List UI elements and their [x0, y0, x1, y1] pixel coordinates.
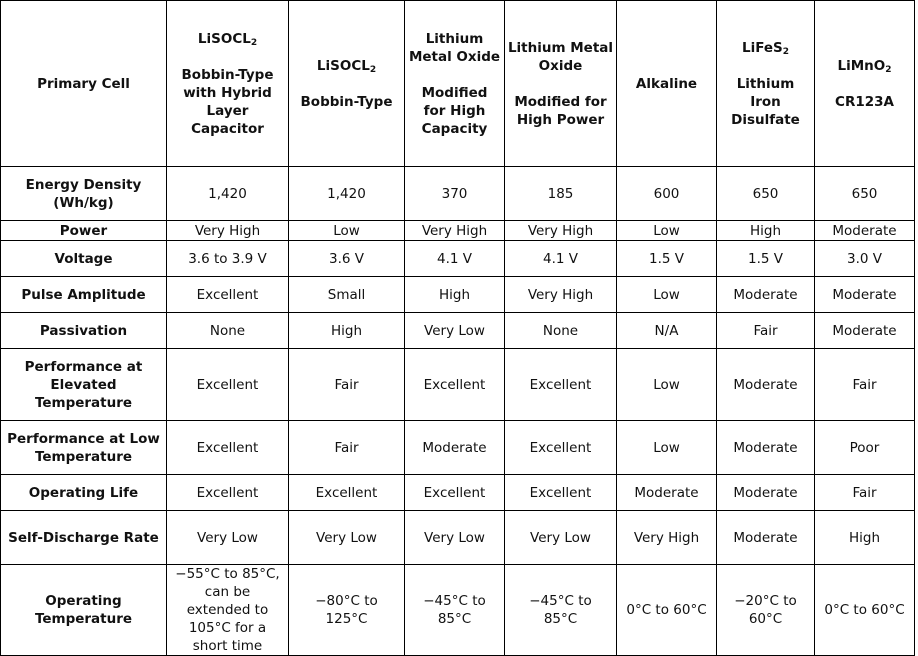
column-header: [505, 1, 617, 167]
cell-text: Excellent: [423, 484, 486, 501]
row-label-text: Performance at: [24, 358, 143, 375]
table-cell: [717, 565, 815, 656]
table-cell: [289, 167, 405, 221]
corner-header: [1, 1, 167, 167]
cell-text: High: [438, 286, 471, 303]
cell-text: 1.5 V: [748, 250, 783, 267]
cell-text: High: [330, 322, 363, 339]
table-cell: [815, 565, 915, 656]
cell-text: Very High: [194, 222, 261, 239]
column-description: with Hybrid: [183, 84, 272, 101]
table-cell: [617, 221, 717, 241]
cell-text: 4.1 V: [437, 250, 472, 267]
cell-text: N/A: [654, 322, 679, 339]
table-cell: [167, 241, 289, 277]
table-cell: [505, 565, 617, 656]
cell-text: Moderate: [733, 484, 798, 501]
table-cell: [289, 241, 405, 277]
row-label-text: Operating Life: [28, 484, 139, 501]
table-cell: [405, 349, 505, 421]
cell-text: Very Low: [530, 529, 591, 546]
table-cell: [167, 421, 289, 475]
table-cell: [717, 167, 815, 221]
table-cell: [815, 241, 915, 277]
column-description: Bobbin-Type: [181, 66, 274, 83]
table-row: [1, 277, 915, 313]
row-label-text: Performance at Low: [7, 430, 160, 447]
cell-text: 600: [653, 185, 680, 202]
cell-text: Poor: [849, 439, 880, 456]
table-cell: [815, 277, 915, 313]
row-label-text: Voltage: [54, 250, 113, 267]
table-cell: [289, 565, 405, 656]
table-cell: [617, 511, 717, 565]
column-description: Lithium: [736, 75, 795, 92]
table-cell: [167, 565, 289, 656]
cell-text: −55°C to 85°C,: [175, 566, 280, 582]
column-description: Capacitor: [191, 120, 264, 137]
cell-text: 1,420: [208, 185, 247, 202]
row-label: [1, 167, 167, 221]
cell-text: Very Low: [424, 322, 485, 339]
table-cell: [815, 421, 915, 475]
table-cell: [289, 421, 405, 475]
column-title: Alkaline: [635, 75, 698, 92]
formula-subscript: 2: [885, 64, 892, 75]
table-row: [1, 349, 915, 421]
row-label-text: Operating: [45, 593, 122, 609]
table-cell: [505, 511, 617, 565]
cell-text: Very Low: [316, 529, 377, 546]
table-cell: [505, 167, 617, 221]
formula-subscript: 2: [250, 37, 258, 48]
table-cell: [167, 475, 289, 511]
table-cell: [289, 221, 405, 241]
row-label: [1, 241, 167, 277]
table-row: [1, 511, 915, 565]
formula-text: LiSOCL: [316, 57, 370, 74]
table-cell: [289, 511, 405, 565]
column-header: [717, 1, 815, 167]
cell-text: Moderate: [832, 286, 897, 303]
cell-text: Fair: [334, 439, 359, 456]
table-cell: [717, 277, 815, 313]
table-cell: [617, 475, 717, 511]
cell-text: Small: [327, 286, 366, 303]
table-cell: [717, 421, 815, 475]
cell-text: Very Low: [424, 529, 485, 546]
row-label-text: Temperature: [34, 394, 133, 411]
table-cell: [167, 221, 289, 241]
cell-text: −45°C to: [529, 593, 592, 609]
cell-text: 85°C: [543, 611, 578, 627]
cell-text: Fair: [852, 376, 877, 393]
cell-text: Low: [653, 286, 680, 303]
header-spacer: [719, 57, 812, 75]
table-cell: [405, 313, 505, 349]
cell-text: Excellent: [196, 286, 259, 303]
table-cell: [505, 421, 617, 475]
cell-text: Moderate: [733, 529, 798, 546]
column-description: for High: [423, 102, 486, 119]
table-cell: [815, 167, 915, 221]
table-cell: [505, 313, 617, 349]
column-title: Lithium: [425, 30, 484, 47]
table-cell: [617, 421, 717, 475]
cell-text: can be: [204, 584, 251, 600]
column-title: Oxide: [538, 57, 583, 74]
row-label: [1, 349, 167, 421]
row-label-text: Pulse Amplitude: [21, 286, 146, 303]
column-description: Capacity: [421, 120, 488, 137]
table-cell: [405, 565, 505, 656]
table-cell: [815, 313, 915, 349]
cell-text: Excellent: [529, 484, 592, 501]
cell-text: Excellent: [196, 439, 259, 456]
chemistry-formula: [291, 57, 402, 75]
table-cell: [505, 241, 617, 277]
cell-text: Excellent: [196, 484, 259, 501]
cell-text: High: [848, 529, 881, 546]
formula-subscript: 2: [369, 64, 377, 75]
table-cell: [717, 241, 815, 277]
cell-text: Fair: [852, 484, 877, 501]
formula-text: LiFeS: [741, 39, 783, 56]
table-cell: [505, 277, 617, 313]
cell-text: Low: [653, 439, 680, 456]
cell-text: Moderate: [832, 222, 897, 239]
column-header: [405, 1, 505, 167]
table-cell: [505, 475, 617, 511]
table-cell: [289, 313, 405, 349]
cell-text: Very High: [421, 222, 488, 239]
header-spacer: [291, 75, 402, 93]
table-cell: [405, 421, 505, 475]
table-cell: [289, 277, 405, 313]
cell-text: 105°C for a: [188, 620, 267, 636]
cell-text: 125°C: [325, 611, 368, 627]
table-cell: [167, 167, 289, 221]
cell-text: 370: [441, 185, 468, 202]
table-cell: [617, 349, 717, 421]
column-description: CR123A: [835, 93, 894, 110]
table-cell: [505, 221, 617, 241]
cell-text: 3.6 V: [329, 250, 364, 267]
cell-text: −45°C to: [423, 593, 486, 609]
cell-text: Low: [653, 222, 680, 239]
formula-subscript: 2: [782, 46, 790, 57]
cell-text: Excellent: [196, 376, 259, 393]
table-cell: [405, 241, 505, 277]
cell-text: Moderate: [634, 484, 699, 501]
table-cell: [289, 475, 405, 511]
cell-text: Excellent: [529, 439, 592, 456]
table-row: [1, 241, 915, 277]
cell-text: Excellent: [423, 376, 486, 393]
corner-header-label: Primary Cell: [37, 75, 130, 92]
table-cell: [815, 221, 915, 241]
column-header: [167, 1, 289, 167]
cell-text: Very High: [527, 222, 594, 239]
cell-text: Very High: [527, 286, 594, 303]
column-header: [289, 1, 405, 167]
table-cell: [289, 349, 405, 421]
chemistry-formula: [169, 30, 286, 48]
table-row: [1, 475, 915, 511]
column-title: Metal Oxide: [408, 48, 501, 65]
cell-text: 650: [851, 185, 878, 202]
table-cell: [815, 475, 915, 511]
row-label-text: Energy Density: [25, 176, 142, 193]
cell-text: −80°C to: [315, 593, 378, 609]
cell-text: 0°C to 60°C: [824, 602, 905, 618]
cell-text: extended to: [186, 602, 269, 618]
cell-text: 4.1 V: [543, 250, 578, 267]
cell-text: 0°C to 60°C: [626, 602, 707, 618]
cell-text: 1,420: [327, 185, 366, 202]
header-spacer: [817, 75, 912, 93]
chemistry-formula: [817, 57, 912, 75]
table-cell: [167, 349, 289, 421]
row-label: [1, 277, 167, 313]
row-label-text: (Wh/kg): [53, 194, 114, 211]
cell-text: 1.5 V: [649, 250, 684, 267]
column-header: [815, 1, 915, 167]
table-cell: [405, 511, 505, 565]
row-label: [1, 313, 167, 349]
header-spacer: [169, 48, 286, 66]
table-row: [1, 565, 915, 656]
column-description: Layer: [206, 102, 249, 119]
formula-text: LiSOCL: [197, 30, 251, 47]
table-cell: [617, 277, 717, 313]
table-cell: [717, 475, 815, 511]
table-row: [1, 221, 915, 241]
cell-text: 650: [752, 185, 779, 202]
cell-text: 185: [547, 185, 574, 202]
column-header: [617, 1, 717, 167]
table-cell: [617, 565, 717, 656]
table-cell: [405, 475, 505, 511]
cell-text: Low: [653, 376, 680, 393]
header-row: [1, 1, 915, 167]
row-label: [1, 421, 167, 475]
row-label-text: Passivation: [39, 322, 128, 339]
cell-text: Low: [333, 222, 360, 239]
table-row: [1, 167, 915, 221]
cell-text: short time: [192, 638, 263, 654]
row-label-text: Power: [59, 222, 108, 239]
table-cell: [617, 313, 717, 349]
cell-text: Fair: [753, 322, 778, 339]
column-description: Modified for: [514, 93, 607, 110]
cell-text: High: [749, 222, 782, 239]
column-description: High Power: [516, 111, 605, 128]
table-cell: [505, 349, 617, 421]
cell-text: None: [209, 322, 246, 339]
row-label: [1, 511, 167, 565]
cell-text: 60°C: [748, 611, 783, 627]
cell-text: Very Low: [197, 529, 258, 546]
table-cell: [617, 241, 717, 277]
table-cell: [815, 349, 915, 421]
table-cell: [405, 167, 505, 221]
cell-text: None: [542, 322, 579, 339]
table-row: [1, 313, 915, 349]
table-body: [1, 1, 915, 656]
cell-text: Moderate: [733, 439, 798, 456]
table-cell: [167, 313, 289, 349]
cell-text: 85°C: [437, 611, 472, 627]
table-cell: [617, 167, 717, 221]
row-label: [1, 221, 167, 241]
cell-text: 3.0 V: [847, 250, 882, 267]
header-spacer: [507, 75, 614, 93]
table-cell: [405, 221, 505, 241]
header-spacer: [407, 66, 502, 84]
table-cell: [405, 277, 505, 313]
table-row: [1, 421, 915, 475]
column-description: Disulfate: [731, 111, 800, 128]
table-cell: [717, 313, 815, 349]
row-label-text: Elevated: [50, 376, 117, 393]
table-cell: [717, 221, 815, 241]
table-cell: [717, 349, 815, 421]
cell-text: −20°C to: [734, 593, 797, 609]
cell-text: Excellent: [529, 376, 592, 393]
table-cell: [167, 511, 289, 565]
row-label-text: Temperature: [34, 448, 133, 465]
column-description: Modified: [421, 84, 488, 101]
cell-text: Excellent: [315, 484, 378, 501]
cell-text: Moderate: [733, 376, 798, 393]
row-label-text: Self-Discharge Rate: [8, 529, 159, 546]
row-label: [1, 475, 167, 511]
chemistry-formula: [719, 39, 812, 57]
cell-text: Moderate: [832, 322, 897, 339]
cell-text: 3.6 to 3.9 V: [188, 250, 267, 267]
column-description: Bobbin-Type: [300, 93, 393, 110]
row-label-text: Temperature: [34, 611, 133, 627]
cell-text: Fair: [334, 376, 359, 393]
cell-text: Moderate: [733, 286, 798, 303]
table-cell: [167, 277, 289, 313]
table-cell: [717, 511, 815, 565]
cell-text: Very High: [633, 529, 700, 546]
table-cell: [815, 511, 915, 565]
formula-text: LiMnO: [837, 57, 886, 74]
cell-text: Moderate: [422, 439, 487, 456]
column-description: Iron: [750, 93, 781, 110]
row-label: [1, 565, 167, 656]
column-title: Lithium Metal: [507, 39, 614, 56]
